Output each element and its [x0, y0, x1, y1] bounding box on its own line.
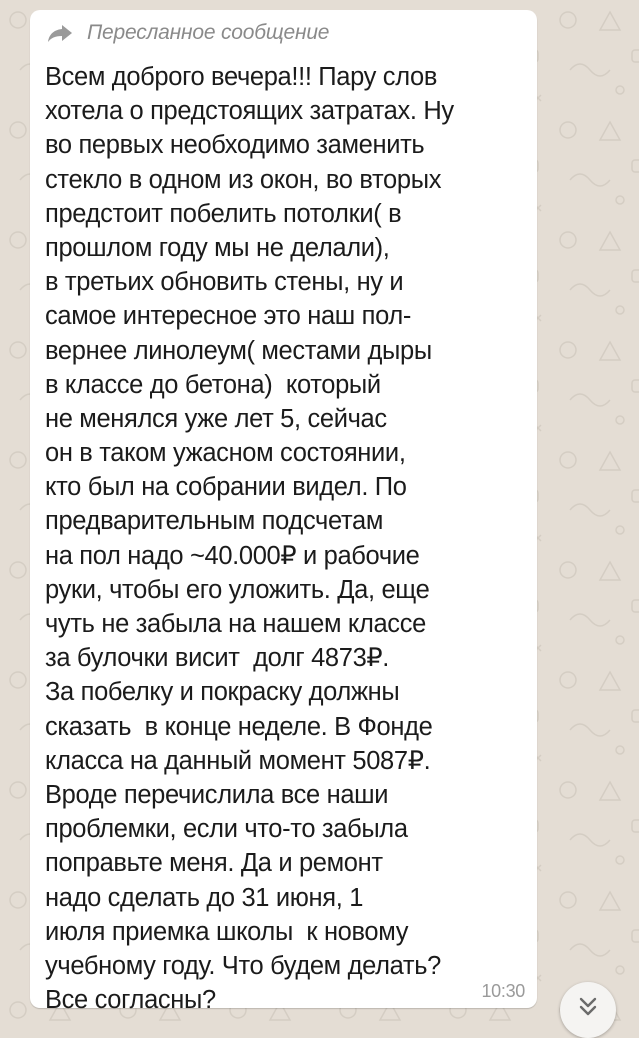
message-line: руки, чтобы его уложить. Да, еще — [45, 575, 430, 604]
forwarded-label: Пересланное сообщение — [87, 21, 330, 44]
message-line: чуть не забыла на нашем классе — [45, 610, 426, 638]
message-line: Всем доброго вечера!!! Пару слов — [45, 63, 438, 91]
message-line: Вроде перечислила все наши — [45, 780, 389, 809]
message-text — [45, 60, 523, 1017]
message-line: кто был на собрании видел. По — [45, 473, 407, 502]
message-line: проблемки, если что-то забыла — [45, 815, 408, 844]
message-line: надо сделать до 31 июня, 1 — [45, 883, 364, 912]
message-line: За побелку и покраску должны — [45, 678, 400, 707]
scroll-to-bottom-button[interactable] — [560, 982, 616, 1038]
message-line: самое интересное это наш пол- — [45, 302, 412, 331]
message-line: хотела о предстоящих затратах. Ну — [45, 97, 454, 126]
forward-arrow-icon — [47, 23, 73, 43]
message-line: предварительным подсчетам — [45, 507, 384, 536]
message-line: июля приемка школы к новому — [45, 917, 409, 946]
message-line: предстоит побелить потолки( в — [45, 199, 402, 228]
message-line: стекло в одном из окон, во вторых — [45, 165, 442, 194]
message-line: не менялся уже лет 5, сейчас — [45, 404, 387, 433]
message-line: прошлом году мы не делали), — [45, 233, 390, 262]
message-line: учебному году. Что будем делать? — [45, 951, 442, 980]
forwarded-header — [45, 20, 523, 46]
forwarded-message-bubble[interactable] — [30, 10, 537, 1015]
message-line: он в таком ужасном состоянии, — [45, 439, 406, 468]
message-line: за булочки висит долг 4873₽. — [45, 644, 390, 673]
message-line: во первых необходимо заменить — [45, 131, 425, 160]
message-line: Все согласны? — [45, 986, 216, 1015]
double-chevron-down-icon — [577, 996, 599, 1018]
message-line: в классе до бетона) который — [45, 370, 381, 399]
message-timestamp: 10:30 — [481, 981, 525, 1001]
message-line: поправьте меня. Да и ремонт — [45, 849, 383, 878]
message-line: вернее линолеум( местами дыры — [45, 336, 432, 365]
message-line: класса на данный момент 5087₽. — [45, 746, 431, 775]
message-line: сказать в конце неделе. В Фонде — [45, 712, 433, 741]
message-line: в третьих обновить стены, ну и — [45, 268, 404, 297]
message-line: на пол надо ~40.000₽ и рабочие — [45, 541, 420, 570]
